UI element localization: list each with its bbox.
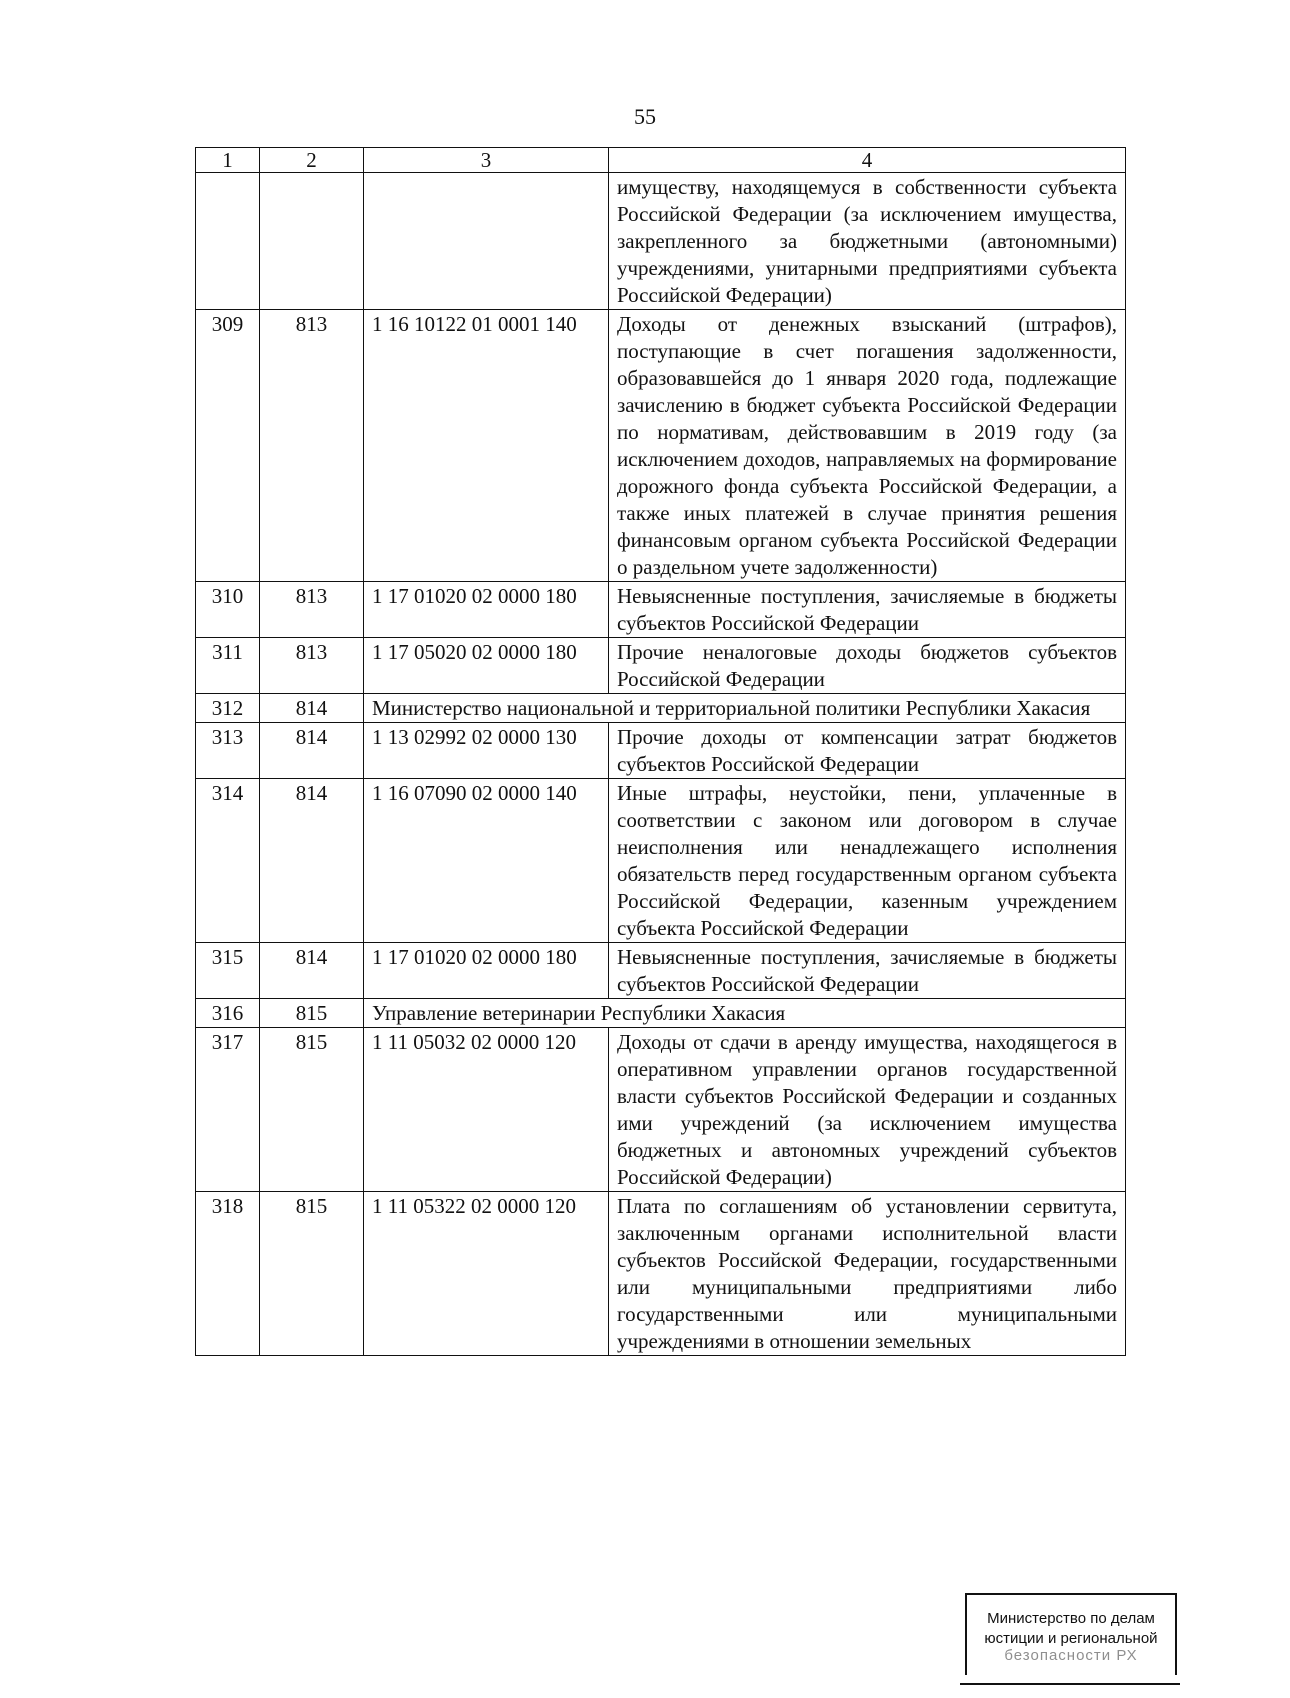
admin-code: 815 [260, 999, 364, 1028]
row-number: 313 [196, 723, 260, 779]
stamp-line: юстиции и региональной [984, 1630, 1158, 1647]
stamp-line: Министерство по делам [987, 1610, 1155, 1627]
row-number: 317 [196, 1028, 260, 1192]
table-row [196, 1192, 1126, 1356]
stamp-line: безопасности РХ [1004, 1647, 1138, 1664]
revenue-description: Плата по соглашениям об установлении сервитута, заключенным органами исполнительной власти субъектов Российской Федерации, государственными или муниципальными предприятиями либо государственными или муниципальными учреждениями в отношении земельных [609, 1192, 1126, 1356]
row-number [196, 173, 260, 310]
admin-code: 815 [260, 1192, 364, 1356]
table-row [196, 1028, 1126, 1192]
budget-code: 1 16 07090 02 0000 140 [364, 779, 609, 943]
table-row [196, 943, 1126, 999]
table-header-row [196, 148, 1126, 173]
admin-code: 814 [260, 723, 364, 779]
row-number: 312 [196, 694, 260, 723]
revenue-table [195, 147, 1126, 1356]
row-number: 311 [196, 638, 260, 694]
admin-code: 814 [260, 943, 364, 999]
budget-code: 1 11 05322 02 0000 120 [364, 1192, 609, 1356]
admin-code: 813 [260, 582, 364, 638]
table-row [196, 582, 1126, 638]
header-cell: 4 [609, 148, 1126, 173]
row-number: 315 [196, 943, 260, 999]
row-number: 318 [196, 1192, 260, 1356]
revenue-description: Невыясненные поступления, зачисляемые в бюджеты субъектов Российской Федерации [609, 582, 1126, 638]
budget-code: 1 17 01020 02 0000 180 [364, 943, 609, 999]
row-number: 310 [196, 582, 260, 638]
budget-code: 1 13 02992 02 0000 130 [364, 723, 609, 779]
budget-code: 1 17 05020 02 0000 180 [364, 638, 609, 694]
admin-code: 813 [260, 638, 364, 694]
administrator-name: Министерство национальной и территориальной политики Республики Хакасия [364, 694, 1126, 723]
row-number: 316 [196, 999, 260, 1028]
header-cell: 3 [364, 148, 609, 173]
header-cell: 1 [196, 148, 260, 173]
table-row [196, 779, 1126, 943]
table-row-administrator [196, 999, 1126, 1028]
page-number: 55 [634, 104, 656, 129]
row-number: 309 [196, 310, 260, 582]
budget-code: 1 11 05032 02 0000 120 [364, 1028, 609, 1192]
table-row [196, 723, 1126, 779]
revenue-description: Доходы от сдачи в аренду имущества, находящегося в оперативном управлении органов государственной власти субъектов Российской Федерации и созданных ими учреждений (за исключением имущества бюджетных и автономных учреждений субъектов Российской Федерации) [609, 1028, 1126, 1192]
revenue-description: Прочие доходы от компенсации затрат бюджетов субъектов Российской Федерации [609, 723, 1126, 779]
budget-code: 1 16 10122 01 0001 140 [364, 310, 609, 582]
administrator-name: Управление ветеринарии Республики Хакасия [364, 999, 1126, 1028]
table-row [196, 310, 1126, 582]
admin-code: 814 [260, 779, 364, 943]
admin-code [260, 173, 364, 310]
revenue-description: Доходы от денежных взысканий (штрафов), поступающие в счет погашения задолженности, образовавшейся до 1 января 2020 года, подлежащие зачислению в бюджет субъекта Российской Федерации по нормативам, действовавшим в 2019 году (за исключением доходов, направляемых на формирование дорожного фонда субъекта Российской Федерации, а также иных платежей в случае принятия решения финансовым органом субъекта Российской Федерации о раздельном учете задолженности) [609, 310, 1126, 582]
revenue-description: Невыясненные поступления, зачисляемые в бюджеты субъектов Российской Федерации [609, 943, 1126, 999]
table-row-administrator [196, 694, 1126, 723]
table-row [196, 173, 1126, 310]
admin-code: 814 [260, 694, 364, 723]
revenue-description: Иные штрафы, неустойки, пени, уплаченные в соответствии с законом или договором в случае неисполнения или ненадлежащего исполнения обязательств перед государственным органом субъекта Российской Федерации, казенным учреждением субъекта Российской Федерации [609, 779, 1126, 943]
budget-code: 1 17 01020 02 0000 180 [364, 582, 609, 638]
revenue-description: Прочие неналоговые доходы бюджетов субъектов Российской Федерации [609, 638, 1126, 694]
table-row [196, 638, 1126, 694]
revenue-description: имуществу, находящемуся в собственности субъекта Российской Федерации (за исключением имущества, закрепленного за бюджетными (автономными) учреждениями, унитарными предприятиями субъекта Российской Федерации) [609, 173, 1126, 310]
stamp-underline [960, 1683, 1180, 1685]
admin-code: 813 [260, 310, 364, 582]
row-number: 314 [196, 779, 260, 943]
ministry-stamp [965, 1593, 1177, 1675]
header-cell: 2 [260, 148, 364, 173]
admin-code: 815 [260, 1028, 364, 1192]
budget-code [364, 173, 609, 310]
